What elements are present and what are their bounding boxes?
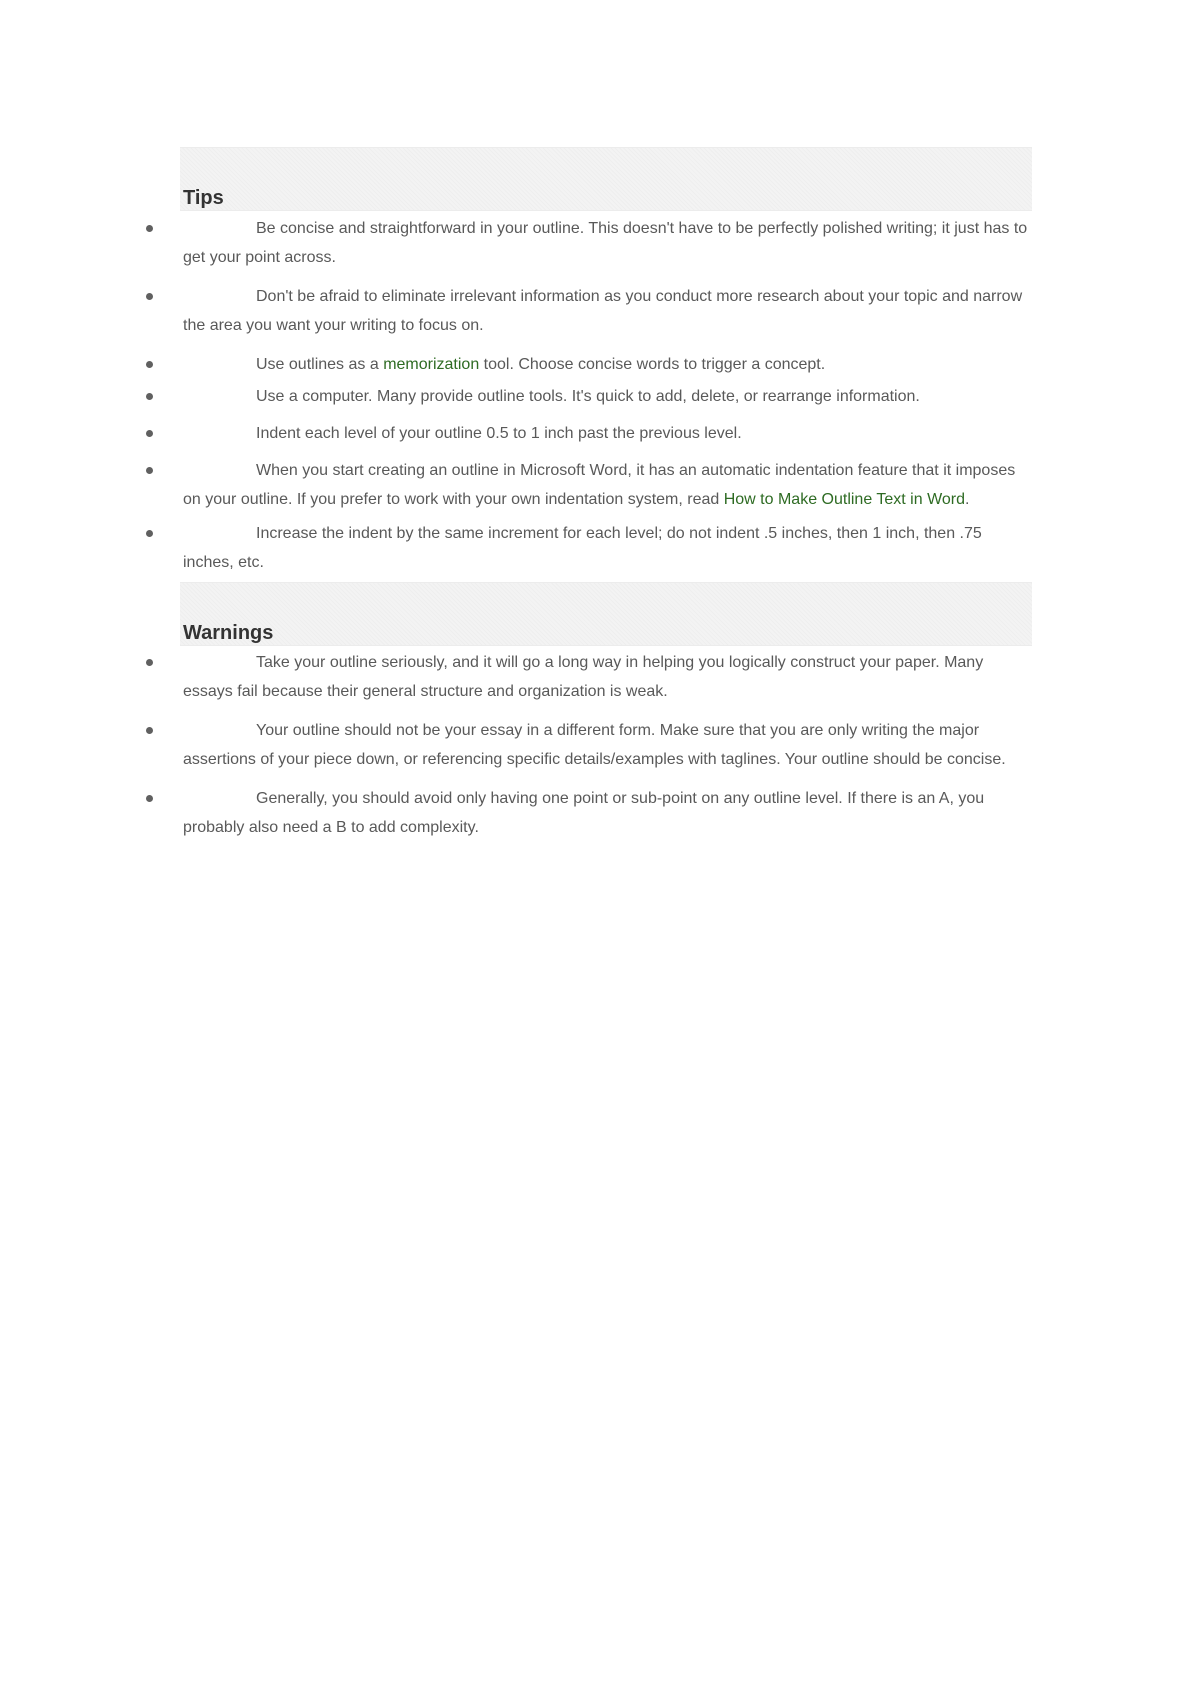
tips-heading: Tips [183, 187, 224, 209]
tips-item-2: Don't be afraid to eliminate irrelevant information as you conduct more research about your topic and narrow the area you want your writing to focus on. [183, 288, 1023, 334]
tips-item-6-text-after: . [965, 491, 970, 508]
memorization-link[interactable]: memorization [383, 356, 480, 373]
warnings-heading: Warnings [183, 622, 274, 644]
bullet-icon [146, 530, 153, 537]
bullet-icon [146, 225, 153, 232]
outline-text-word-link[interactable]: How to Make Outline Text in Word [723, 491, 966, 508]
tips-header-band [180, 147, 1032, 211]
tips-item-6-text-before: When you start creating an outline in Microsoft Word, it has an automatic indentation feature that it imposes on your outline. If you prefer to work with your own indentation system, read [183, 462, 1016, 508]
warnings-item-2: Your outline should not be your essay in a different form. Make sure that you are only writing the major assertions of your piece down, or referencing specific details/examples with taglines. Your outline should be concise. [183, 722, 1006, 768]
bullet-icon [146, 795, 153, 802]
tips-item-1: Be concise and straightforward in your outline. This doesn't have to be perfectly polished writing; it just has to get your point across. [183, 220, 1028, 266]
warnings-item-3: Generally, you should avoid only having one point or sub-point on any outline level. If there is an A, you probably also need a B to add complexity. [183, 790, 985, 836]
bullet-icon [146, 467, 153, 474]
bullet-icon [146, 430, 153, 437]
bullet-icon [146, 659, 153, 666]
tips-item-6 [183, 456, 1033, 514]
warnings-header-band [180, 582, 1032, 646]
tips-item-5: Indent each level of your outline 0.5 to 1 inch past the previous level. [256, 425, 742, 442]
warnings-item-1: Take your outline seriously, and it will go a long way in helping you logically construct your paper. Many essays fail because their general structure and organization is weak. [183, 654, 984, 700]
tips-item-3-text-before: Use outlines as a [256, 356, 384, 373]
tips-item-4: Use a computer. Many provide outline tools. It's quick to add, delete, or rearrange information. [256, 388, 920, 405]
bullet-icon [146, 727, 153, 734]
bullet-icon [146, 293, 153, 300]
tips-item-3 [183, 350, 1033, 379]
bullet-icon [146, 361, 153, 368]
tips-item-7: Increase the indent by the same increment for each level; do not indent .5 inches, then 1 inch, then .75 inches, etc. [183, 525, 982, 571]
tips-item-3-text-after: tool. Choose concise words to trigger a concept. [479, 356, 826, 373]
bullet-icon [146, 393, 153, 400]
